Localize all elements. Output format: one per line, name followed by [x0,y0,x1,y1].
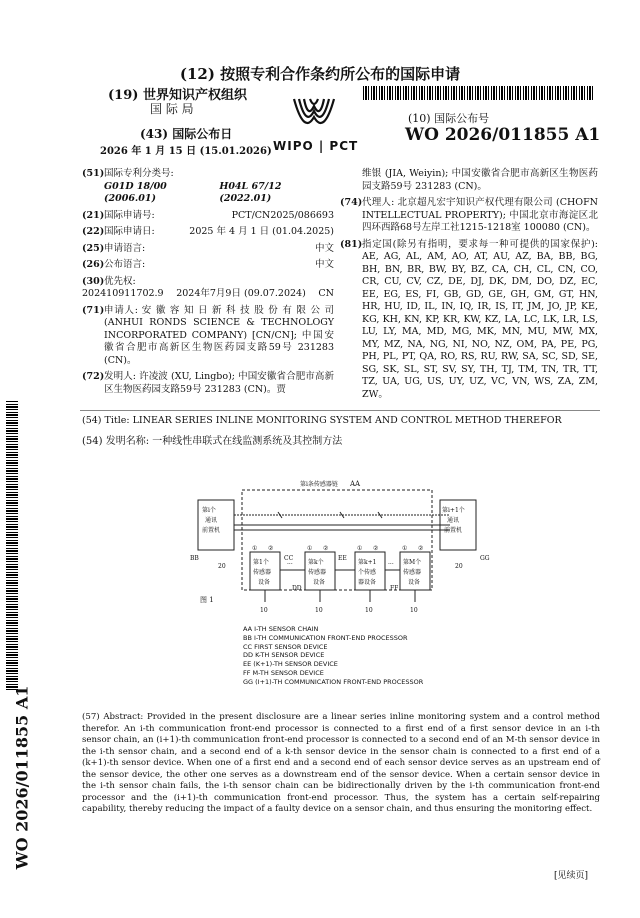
field-72-inventor: (72) 发明人: 许凌波 (XU, Lingbo); 中国安徽省合肥市高新区生物医药园支路59号 231283 (CN)。贾 [82,371,334,395]
svg-text:个传感: 个传感 [358,569,377,576]
field-25: (25) 申请语言: 中文 [82,242,334,254]
field-22: (22) 国际申请日: 2025 年 4 月 1 日 (01.04.2025) [82,226,334,237]
legend-item: BB I-TH COMMUNICATION FRONT-END PROCESSOR [243,633,408,642]
field-51: (51) 国际专利分类号: G01D 18/00 (2006.01) H04L 67/12 (2022.01) [82,168,334,206]
field-72-continued: 维银 (JIA, Weiyin); 中国安徽省合肥市高新区生物医药园支路59号 231283 (CN)。 [362,168,598,192]
svg-text:②: ② [268,545,274,552]
svg-text:GG: GG [480,555,490,562]
continued-marker: [见续页] [554,871,589,881]
svg-text:第k个: 第k个 [308,559,324,566]
field-81-designated-states: (81) 指定国(除另有指明，要求每一种可提供的国家保护): AE, AG, AL, AM, AO, AT, AU, AZ, BA, BB, BG, BH, BN, BR, BW, BY, BZ, CA, CH, CL, CN, CO, CR, CU, CV, CZ, DE, DJ, DK, DM, DO, DZ, EC, EE, EG, ES, FI, GB, GD, GE, GH, GM, GT, HN, HR, HU, ID, IL, IN, IQ, IR, IS, IT, JM, JO, JP, KE, KG, KH, KN, KP, KR, KW, KZ, LA, LC, LK, LR, LS, LU, LY, MA, MD, MG, MK, MN, MU, MW, MX, MY, MZ, NA, NG, NI, NO, NZ, OM, PA, PE, PG, PH, PL, PT, QA, RO, RS, RU, RW, SA, SC, SD, SE, SG, SK, SL, ST, SV, SY, TH, TJ, TM, TN, TR, TT, TZ, UA, UG, US, UY, UZ, VC, VN, WS, ZA, ZM, ZW。 [340,238,598,400]
svg-text:···: ··· [287,561,293,568]
svg-text:②: ② [323,545,329,552]
legend-item: EE (K+1)-TH SENSOR DEVICE [243,660,338,669]
svg-text:20: 20 [218,563,226,570]
field-71-applicant: (71) 申请人: 安 徽 容 知 日 新 科 技 股 份 有 限 公 司 (ANHUI RONDS SCIENCE & TECHNOLOGY INCORPORATED COMPANY) [CN/CN]; 中国安徽省合肥市高新区生物医药园支路59号 231283 (CN)。 [82,304,334,366]
svg-text:CC: CC [284,555,294,562]
legend-item: FF M-TH SENSOR DEVICE [243,668,324,677]
svg-text:AA: AA [350,480,361,488]
bibliographic-right-column [340,168,598,405]
publication-date: 2026 年 1 月 15 日 (15.01.2026) [100,146,272,157]
svg-text:BB: BB [190,555,199,562]
document-title: (12) 按照专利合作条约所公布的国际申请 [179,65,461,83]
legend-item: GG (I+1)-TH COMMUNICATION FRONT-END PROCESSOR [243,677,424,686]
field-26: (26) 公布语言: 中文 [82,259,334,270]
pubno-label: (10) 国际公布号 [408,112,490,125]
svg-text:通讯: 通讯 [205,517,218,524]
svg-text:①: ① [357,545,363,552]
top-barcode [363,86,595,100]
svg-text:10: 10 [260,607,268,614]
svg-text:10: 10 [410,607,418,614]
svg-text:···: ··· [388,561,394,568]
priority-country: CN [318,288,334,299]
bibliographic-left-column [82,168,334,400]
svg-text:传感器: 传感器 [253,569,272,576]
svg-text:①: ① [402,545,408,552]
svg-text:②: ② [418,545,424,552]
title-english: (54) Title: LINEAR SERIES INLINE MONITORING SYSTEM AND CONTROL METHOD THEREFOR [82,415,562,426]
priority-date: 2024年7月9日 (09.07.2024) [176,288,306,299]
svg-text:②: ② [373,545,379,552]
svg-text:设备: 设备 [258,579,271,586]
svg-text:EE: EE [338,555,347,562]
organization-name: (19) 世界知识产权组织 [108,88,247,103]
svg-text:FF: FF [390,585,399,592]
svg-text:第i个: 第i个 [202,507,216,514]
svg-text:①: ① [307,545,313,552]
section-divider [80,410,600,411]
title-chinese: (54) 发明名称: 一种线性串联式在线监测系统及其控制方法 [82,436,343,447]
abstract: (57) Abstract: Provided in the present disclosure are a linear series inline monitoring system and a control method therefor. An i-th communication front-end processor is connected to a first end of a first sensor device in an i-th sensor chain, an (i+1)-th communication front-end processor is connected to a second end of an M-th sensor device in the i-th sensor chain, and a second end of a k-th sensor device in the sensor chain is connected to a first end of a (k+1)-th sensor device. When one of a first end and a second end of each sensor device serves as an upstream end of the sensor device, the other one serves as a downstream end of the sensor device. When a certain sensor device in the i-th sensor chain fails, the i-th sensor chain can be bidirectionally driven by the i-th communication front-end processor and the (i+1)-th communication front-end processor. Thus, the system has a certain self-repairing capability, thereby reducing the impact of a faulty device on a sensor chain, and thus ensuring the monitoring effect. [82,712,600,814]
svg-text:设备: 设备 [313,579,326,586]
svg-text:图 1: 图 1 [200,596,214,604]
pubdate-label: (43) 国际公布日 [140,127,233,141]
svg-text:器设备: 器设备 [358,579,377,586]
svg-text:前置机: 前置机 [444,527,463,534]
svg-text:通讯: 通讯 [447,517,460,524]
wipo-logo-icon [290,95,350,139]
svg-text:第1个: 第1个 [253,559,269,566]
svg-text:第M个: 第M个 [403,559,422,566]
legend-item: AA I-TH SENSOR CHAIN [243,625,319,633]
legend-item: DD K-TH SENSOR DEVICE [243,651,325,660]
organization-subname: 国 际 局 [150,102,194,116]
figure-1-diagram [150,470,510,620]
svg-text:传感器: 传感器 [308,569,327,576]
field-21: (21) 国际申请号: PCT/CN2025/086693 [82,209,334,221]
svg-text:第k+1: 第k+1 [358,559,377,566]
svg-text:DD: DD [292,585,302,592]
field-30: (30) 优先权: 202410911702.9 2024年7月9日 (09.07.2024) CN [82,275,334,299]
svg-text:传感器: 传感器 [403,569,422,576]
svg-text:前置机: 前置机 [202,527,221,534]
priority-number: 202410911702.9 [82,288,164,299]
ipc-class-2: H04L 67/12 (2022.01) [219,180,282,204]
svg-text:20: 20 [455,563,463,570]
ipc-class-1: G01D 18/00 (2006.01) [104,180,167,204]
figure-legend [243,625,423,687]
field-74-agent: (74) 代理人: 北京超凡宏宇知识产权代理有限公司 (CHOFN INTELLECTUAL PROPERTY); 中国北京市海淀区北四环西路68号左岸工社1215-1218室 100080 (CN)。 [340,197,598,233]
wipo-pct-text: WIPO | PCT [273,139,359,153]
svg-text:①: ① [252,545,258,552]
svg-text:设备: 设备 [408,579,421,586]
legend-item: CC FIRST SENSOR DEVICE [243,642,328,651]
publication-number: WO 2026/011855 A1 [405,125,601,145]
side-publication-number: WO 2026/011855 A1 [12,685,32,870]
svg-text:第i+1个: 第i+1个 [442,507,465,514]
svg-text:第i条传感器链: 第i条传感器链 [300,481,338,488]
svg-text:10: 10 [365,607,373,614]
svg-text:10: 10 [315,607,323,614]
